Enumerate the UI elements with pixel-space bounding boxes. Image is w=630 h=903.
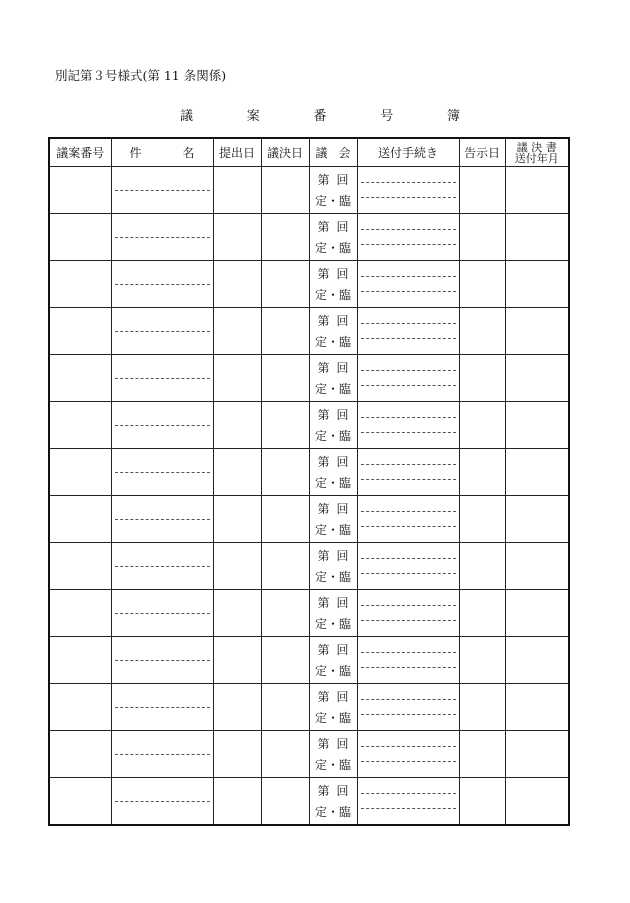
session-kai: 回	[336, 267, 349, 281]
subject-cell[interactable]	[111, 214, 213, 261]
title-char: 簿	[446, 109, 460, 124]
table-row	[49, 355, 569, 402]
transmit-procedure-cell[interactable]	[357, 167, 459, 214]
session-dai: 第	[317, 737, 330, 751]
session-kai: 回	[336, 220, 349, 234]
resolution-sent-date-cell[interactable]	[505, 731, 569, 778]
subject-cell[interactable]	[111, 402, 213, 449]
notice-date-cell[interactable]	[459, 167, 505, 214]
decided-date-cell[interactable]	[261, 308, 309, 355]
resolution-sent-date-cell[interactable]	[505, 261, 569, 308]
subject-cell[interactable]	[111, 308, 213, 355]
bill-number-cell[interactable]	[49, 308, 111, 355]
resolution-sent-date-cell[interactable]	[505, 684, 569, 731]
header-bill-number: 議案番号	[49, 138, 111, 167]
bill-number-cell[interactable]	[49, 167, 111, 214]
session-cell[interactable]	[309, 402, 357, 449]
resolution-sent-date-cell[interactable]	[505, 496, 569, 543]
session-dai: 第	[317, 502, 330, 516]
notice-date-cell[interactable]	[459, 684, 505, 731]
session-cell[interactable]	[309, 449, 357, 496]
submitted-date-cell[interactable]	[213, 496, 261, 543]
notice-date-cell[interactable]	[459, 590, 505, 637]
header-submitted-date: 提出日	[213, 138, 261, 167]
ledger-body	[49, 167, 569, 826]
subject-cell[interactable]	[111, 778, 213, 826]
session-type: 定・臨	[314, 476, 351, 490]
subject-cell[interactable]	[111, 167, 213, 214]
table-row	[49, 261, 569, 308]
transmit-procedure-cell[interactable]	[357, 355, 459, 402]
submitted-date-cell[interactable]	[213, 355, 261, 402]
subject-cell[interactable]	[111, 449, 213, 496]
bill-number-cell[interactable]	[49, 637, 111, 684]
subject-cell[interactable]	[111, 637, 213, 684]
title-char: 案	[246, 109, 260, 124]
submitted-date-cell[interactable]	[213, 637, 261, 684]
table-row	[49, 402, 569, 449]
resolution-sent-date-cell[interactable]	[505, 214, 569, 261]
decided-date-cell[interactable]	[261, 261, 309, 308]
header-notice-date: 告示日	[459, 138, 505, 167]
form-caption: 別記第３号様式(第 11 条関係)	[55, 68, 227, 83]
decided-date-cell[interactable]	[261, 402, 309, 449]
session-kai: 回	[336, 737, 349, 751]
transmit-procedure-cell[interactable]	[357, 778, 459, 826]
resolution-sent-date-cell[interactable]	[505, 778, 569, 826]
session-type: 定・臨	[314, 194, 351, 208]
notice-date-cell[interactable]	[459, 355, 505, 402]
transmit-procedure-cell[interactable]	[357, 496, 459, 543]
session-dai: 第	[317, 549, 330, 563]
submitted-date-cell[interactable]	[213, 449, 261, 496]
decided-date-cell[interactable]	[261, 590, 309, 637]
header-decided-date: 議決日	[261, 138, 309, 167]
bill-number-cell[interactable]	[49, 214, 111, 261]
submitted-date-cell[interactable]	[213, 308, 261, 355]
submitted-date-cell[interactable]	[213, 167, 261, 214]
session-dai: 第	[317, 220, 330, 234]
submitted-date-cell[interactable]	[213, 402, 261, 449]
session-kai: 回	[336, 784, 349, 798]
session-dai: 第	[317, 361, 330, 375]
notice-date-cell[interactable]	[459, 496, 505, 543]
resolution-sent-date-cell[interactable]	[505, 402, 569, 449]
session-cell[interactable]	[309, 590, 357, 637]
bill-register-table	[48, 137, 570, 826]
session-type: 定・臨	[314, 617, 351, 631]
session-dai: 第	[317, 690, 330, 704]
subject-cell[interactable]	[111, 355, 213, 402]
submitted-date-cell[interactable]	[213, 214, 261, 261]
subject-cell[interactable]	[111, 261, 213, 308]
bill-number-cell[interactable]	[49, 496, 111, 543]
session-type: 定・臨	[314, 570, 351, 584]
resolution-sent-date-cell[interactable]	[505, 355, 569, 402]
header-subject: 件 名	[111, 138, 213, 167]
session-kai: 回	[336, 173, 349, 187]
notice-date-cell[interactable]	[459, 214, 505, 261]
transmit-procedure-cell[interactable]	[357, 637, 459, 684]
notice-date-cell[interactable]	[459, 402, 505, 449]
notice-date-cell[interactable]	[459, 778, 505, 826]
session-dai: 第	[317, 784, 330, 798]
bill-number-cell[interactable]	[49, 778, 111, 826]
decided-date-cell[interactable]	[261, 684, 309, 731]
transmit-procedure-cell[interactable]	[357, 684, 459, 731]
session-cell[interactable]	[309, 261, 357, 308]
session-type: 定・臨	[314, 523, 351, 537]
form-title	[180, 105, 460, 124]
table-row	[49, 308, 569, 355]
session-kai: 回	[336, 690, 349, 704]
subject-cell[interactable]	[111, 731, 213, 778]
decided-date-cell[interactable]	[261, 637, 309, 684]
subject-cell[interactable]	[111, 590, 213, 637]
resolution-sent-date-cell[interactable]	[505, 637, 569, 684]
bill-number-cell[interactable]	[49, 684, 111, 731]
session-cell[interactable]	[309, 496, 357, 543]
session-kai: 回	[336, 643, 349, 657]
session-dai: 第	[317, 173, 330, 187]
session-type: 定・臨	[314, 805, 351, 819]
session-dai: 第	[317, 408, 330, 422]
session-cell[interactable]	[309, 778, 357, 826]
table-row	[49, 637, 569, 684]
subject-cell[interactable]	[111, 684, 213, 731]
session-dai: 第	[317, 267, 330, 281]
notice-date-cell[interactable]	[459, 731, 505, 778]
session-cell[interactable]	[309, 167, 357, 214]
decided-date-cell[interactable]	[261, 778, 309, 826]
session-kai: 回	[336, 502, 349, 516]
notice-date-cell[interactable]	[459, 637, 505, 684]
decided-date-cell[interactable]	[261, 731, 309, 778]
session-cell[interactable]	[309, 684, 357, 731]
session-kai: 回	[336, 361, 349, 375]
transmit-procedure-cell[interactable]	[357, 261, 459, 308]
table-row	[49, 214, 569, 261]
session-type: 定・臨	[314, 382, 351, 396]
bill-number-cell[interactable]	[49, 731, 111, 778]
submitted-date-cell[interactable]	[213, 543, 261, 590]
bill-number-cell[interactable]	[49, 402, 111, 449]
session-type: 定・臨	[314, 241, 351, 255]
table-row	[49, 731, 569, 778]
resolution-sent-date-cell[interactable]	[505, 543, 569, 590]
decided-date-cell[interactable]	[261, 214, 309, 261]
transmit-procedure-cell[interactable]	[357, 308, 459, 355]
bill-number-cell[interactable]	[49, 355, 111, 402]
resolution-sent-date-cell[interactable]	[505, 590, 569, 637]
submitted-date-cell[interactable]	[213, 731, 261, 778]
submitted-date-cell[interactable]	[213, 590, 261, 637]
session-cell[interactable]	[309, 637, 357, 684]
session-kai: 回	[336, 596, 349, 610]
bill-number-cell[interactable]	[49, 590, 111, 637]
session-cell[interactable]	[309, 543, 357, 590]
decided-date-cell[interactable]	[261, 167, 309, 214]
transmit-procedure-cell[interactable]	[357, 543, 459, 590]
session-type: 定・臨	[314, 711, 351, 725]
table-row	[49, 684, 569, 731]
notice-date-cell[interactable]	[459, 261, 505, 308]
subject-cell[interactable]	[111, 543, 213, 590]
session-kai: 回	[336, 455, 349, 469]
table-row	[49, 590, 569, 637]
session-kai: 回	[336, 408, 349, 422]
resolution-sent-date-cell[interactable]	[505, 308, 569, 355]
bill-number-cell[interactable]	[49, 543, 111, 590]
submitted-date-cell[interactable]	[213, 261, 261, 308]
decided-date-cell[interactable]	[261, 355, 309, 402]
session-kai: 回	[336, 314, 349, 328]
transmit-procedure-cell[interactable]	[357, 402, 459, 449]
subject-cell[interactable]	[111, 496, 213, 543]
session-dai: 第	[317, 314, 330, 328]
bill-number-cell[interactable]	[49, 449, 111, 496]
header-session: 議 会	[309, 138, 357, 167]
bill-number-cell[interactable]	[49, 261, 111, 308]
decided-date-cell[interactable]	[261, 496, 309, 543]
table-row	[49, 449, 569, 496]
session-type: 定・臨	[314, 758, 351, 772]
header-transmit-procedure: 送付手続き	[357, 138, 459, 167]
header-resolution-sent-date: 議 決 書 送付年月	[505, 138, 569, 167]
transmit-procedure-cell[interactable]	[357, 731, 459, 778]
notice-date-cell[interactable]	[459, 449, 505, 496]
session-dai: 第	[317, 643, 330, 657]
session-type: 定・臨	[314, 288, 351, 302]
submitted-date-cell[interactable]	[213, 778, 261, 826]
notice-date-cell[interactable]	[459, 308, 505, 355]
decided-date-cell[interactable]	[261, 449, 309, 496]
header-row	[49, 138, 569, 167]
session-type: 定・臨	[314, 664, 351, 678]
session-cell[interactable]	[309, 355, 357, 402]
session-type: 定・臨	[314, 335, 351, 349]
session-type: 定・臨	[314, 429, 351, 443]
title-char: 号	[380, 109, 394, 124]
session-cell[interactable]	[309, 731, 357, 778]
transmit-procedure-cell[interactable]	[357, 590, 459, 637]
table-row	[49, 496, 569, 543]
table-row	[49, 167, 569, 214]
session-kai: 回	[336, 549, 349, 563]
session-dai: 第	[317, 455, 330, 469]
decided-date-cell[interactable]	[261, 543, 309, 590]
table-row	[49, 543, 569, 590]
session-dai: 第	[317, 596, 330, 610]
notice-date-cell[interactable]	[459, 543, 505, 590]
title-char: 番	[313, 109, 327, 124]
session-cell[interactable]	[309, 214, 357, 261]
resolution-sent-date-cell[interactable]	[505, 167, 569, 214]
transmit-procedure-cell[interactable]	[357, 449, 459, 496]
title-char: 議	[180, 109, 194, 124]
session-cell[interactable]	[309, 308, 357, 355]
submitted-date-cell[interactable]	[213, 684, 261, 731]
table-row	[49, 778, 569, 826]
transmit-procedure-cell[interactable]	[357, 214, 459, 261]
resolution-sent-date-cell[interactable]	[505, 449, 569, 496]
